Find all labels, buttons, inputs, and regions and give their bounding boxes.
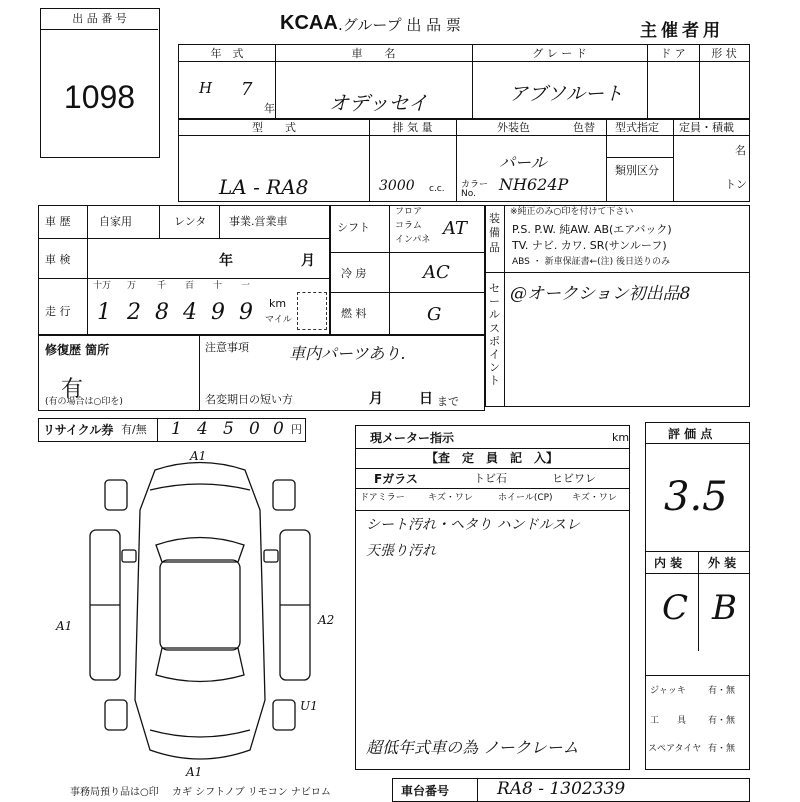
capacity-unit-persons: 名 xyxy=(735,144,746,157)
equipment-label: 装備品 xyxy=(489,212,500,254)
fuel-label: 燃 料 xyxy=(341,307,367,320)
mileage-digit: 9 xyxy=(211,300,225,325)
year-value: 7 xyxy=(241,79,253,100)
recycle-label: リサイクル券 xyxy=(43,423,114,437)
inspection-note: シート汚れ・ヘタり ハンドルスレ xyxy=(366,517,581,533)
ac-label: 冷 房 xyxy=(341,267,367,280)
mile-label: マイル xyxy=(265,315,292,325)
shift-panel[interactable]: インパネ xyxy=(395,235,431,245)
damage-mark: A2 xyxy=(318,613,335,627)
repair-block xyxy=(38,335,485,411)
digit-header: 万 xyxy=(127,281,137,291)
lot-label: 出 品 番 号 xyxy=(72,12,127,25)
meter-unit: km xyxy=(612,431,630,444)
damage-mark: U1 xyxy=(300,699,318,713)
organizer-label: 主催者用 xyxy=(640,21,724,41)
fglass-value2[interactable]: ヒビワレ xyxy=(552,472,596,485)
digit-header: 十万 xyxy=(93,281,112,291)
day-label: 日 xyxy=(419,391,433,407)
divider xyxy=(606,157,673,158)
divider xyxy=(179,61,749,62)
divider xyxy=(606,119,607,201)
shift-label: シフト xyxy=(337,221,370,234)
door-label: ド ア xyxy=(660,47,686,60)
name-value: オデッセイ xyxy=(329,91,428,115)
meter-label: 現メーター指示 xyxy=(370,431,455,445)
equip-spare-name: スペアタイヤ xyxy=(648,744,702,754)
history-option-private[interactable]: 自家用 xyxy=(99,215,132,228)
history-label: 車 歴 xyxy=(45,215,71,228)
inspection-year: 年 xyxy=(219,253,233,269)
divider xyxy=(199,336,200,410)
color-code-label: カラー No. xyxy=(461,180,489,199)
office-note: 事務局預り品は○印 xyxy=(70,787,159,798)
mirror-value[interactable]: キズ・ワレ xyxy=(428,493,473,503)
recycle-unit: 円 xyxy=(291,423,302,436)
spec-block xyxy=(330,205,485,335)
divider xyxy=(159,206,160,238)
inspection-block xyxy=(355,425,630,770)
color-change-label: 色替 xyxy=(573,121,595,134)
color-code-value: NH624P xyxy=(499,175,569,194)
digit-header: 百 xyxy=(185,281,195,291)
bottom-note: 超低年式車の為 ノークレーム xyxy=(366,738,579,757)
digit-header: 十 xyxy=(213,281,223,291)
mileage-digit: 8 xyxy=(155,300,169,325)
divider xyxy=(39,278,329,279)
vehicle-row1 xyxy=(178,44,750,120)
brand-logo: KCAA xyxy=(280,12,338,34)
exterior-label: 外装色 xyxy=(497,121,530,134)
mileage-digit: 2 xyxy=(127,300,141,325)
divider xyxy=(504,206,505,406)
recycle-digit: 1 xyxy=(171,419,182,439)
score-block xyxy=(645,422,750,770)
divider xyxy=(39,238,329,239)
lot-number: 1098 xyxy=(63,79,136,115)
repair-note: (有の場合は○印を) xyxy=(45,397,123,407)
chassis-label: 車台番号 xyxy=(401,784,450,798)
equipment-line2: TV. ナビ. カワ. SR(サンルーフ) xyxy=(512,239,667,252)
damage-mark: A1 xyxy=(190,449,207,463)
inspection-note: 天張り汚れ xyxy=(366,543,436,559)
shape-label: 形 状 xyxy=(711,47,737,60)
mileage-digit: 4 xyxy=(183,300,197,325)
fglass-label: Fガラス xyxy=(374,472,418,486)
equipment-note: ※純正のみ○印を付けて下さい xyxy=(510,207,634,217)
shift-value: AT xyxy=(443,218,468,239)
divider xyxy=(331,252,484,253)
exterior-value: B xyxy=(712,588,737,628)
office-items: カギ シフトノブ リモコン ナビロム xyxy=(172,787,331,798)
equipment-line3: ABS ・ 新車保証書←(注) 後日送りのみ xyxy=(512,257,671,267)
equipment-line1: P.S. P.W. 純AW. AB(エアバック) xyxy=(512,223,672,236)
year-era: H xyxy=(199,79,213,97)
recycle-digit: 4 xyxy=(197,419,208,439)
interior-label: 内 装 xyxy=(654,556,683,570)
shift-column[interactable]: コラム xyxy=(395,221,422,231)
form-title: .グループ 出 品 票 xyxy=(338,16,461,34)
inspection-label: 車 検 xyxy=(45,253,71,266)
divider xyxy=(356,448,629,449)
divider xyxy=(456,119,457,201)
model-value: LA - RA8 xyxy=(219,175,309,199)
year-label: 年 式 xyxy=(210,47,244,60)
divider xyxy=(356,468,629,469)
km-label: km xyxy=(269,297,287,310)
displacement-unit: c.c. xyxy=(429,184,445,194)
displacement-value: 3000 xyxy=(379,178,415,194)
history-block xyxy=(38,205,330,335)
mileage-digit: 1 xyxy=(97,300,111,325)
category-label: 類別区分 xyxy=(615,164,659,177)
capacity-label: 定員・積載 xyxy=(679,121,734,134)
unit-box xyxy=(297,292,327,330)
mirror-label: ドアミラー xyxy=(360,493,405,503)
exterior-label: 外 装 xyxy=(708,556,737,570)
digit-header: 千 xyxy=(157,281,167,291)
recycle-digit: 0 xyxy=(249,419,260,439)
until-label: まで xyxy=(437,395,459,408)
inspection-month: 月 xyxy=(301,253,315,269)
equip-jack-name: ジャッキ xyxy=(650,686,686,696)
grade-label: グ レ ー ド xyxy=(532,47,587,60)
damage-mark: A1 xyxy=(56,619,73,633)
equip-tools-value[interactable]: 有・無 xyxy=(708,716,736,726)
divider xyxy=(698,551,699,651)
interior-value: C xyxy=(662,588,689,628)
divider xyxy=(356,510,629,511)
recycle-digit: 5 xyxy=(223,419,234,439)
chassis-value: RA8 - 1302339 xyxy=(497,779,626,799)
caution-value: 車内パーツあり. xyxy=(289,344,406,363)
shift-floor[interactable]: フロア xyxy=(395,207,423,217)
repair-label: 修復歴 箇所 xyxy=(45,343,110,357)
color-value: パール xyxy=(499,153,547,172)
fglass-value[interactable]: トビ石 xyxy=(474,472,507,485)
repair-value: 有 xyxy=(61,377,84,402)
divider xyxy=(646,675,749,676)
wheel-value[interactable]: キズ・ワレ xyxy=(572,493,617,503)
grade-value: アブソルート xyxy=(509,83,624,105)
divider xyxy=(331,292,484,293)
year-suffix: 年 xyxy=(264,102,275,115)
divider xyxy=(87,206,88,334)
recycle-block xyxy=(38,418,306,442)
lot-box xyxy=(40,8,160,158)
history-option-rental[interactable]: レンタ xyxy=(174,215,207,228)
divider xyxy=(646,443,749,444)
score-label: 評 価 点 xyxy=(668,427,713,441)
equipment-block xyxy=(485,205,750,407)
type-spec-label: 型式指定 xyxy=(615,121,659,134)
month-label: 月 xyxy=(369,391,383,407)
chassis-block xyxy=(392,778,750,802)
digit-header: 一 xyxy=(241,281,251,291)
inspector-label: 【査 定 員 記 入】 xyxy=(426,451,559,465)
ac-value: AC xyxy=(423,262,450,283)
sales-label: セールスポイント xyxy=(489,282,500,388)
history-option-business[interactable]: 事業.営業車 xyxy=(229,215,288,228)
equip-jack-value[interactable]: 有・無 xyxy=(708,686,736,696)
divider xyxy=(389,206,390,334)
car-diagram xyxy=(60,450,340,780)
fuel-value: G xyxy=(427,304,442,325)
recycle-digit: 0 xyxy=(273,419,284,439)
divider xyxy=(179,135,673,136)
divider xyxy=(673,119,674,201)
divider xyxy=(157,419,158,441)
name-change-label: 名変期日の短い方 xyxy=(205,393,293,406)
displacement-label: 排 気 量 xyxy=(392,121,433,134)
divider xyxy=(477,779,478,801)
damage-mark: A1 xyxy=(186,765,203,779)
divider xyxy=(673,135,749,136)
capacity-unit-tons: トン xyxy=(725,178,747,191)
mileage-cells xyxy=(91,280,267,334)
divider xyxy=(219,206,220,238)
name-label: 車 名 xyxy=(351,47,396,60)
model-label: 型 式 xyxy=(252,121,296,134)
divider xyxy=(41,29,158,30)
divider xyxy=(486,272,749,273)
wheel-label: ホイール(CP) xyxy=(498,493,553,503)
sales-value: @オークション初出品8 xyxy=(510,284,691,304)
divider xyxy=(356,488,629,489)
recycle-options[interactable]: 有/無 xyxy=(121,423,147,436)
caution-label: 注意事項 xyxy=(205,341,249,354)
mileage-digit: 9 xyxy=(239,300,253,325)
mileage-label: 走 行 xyxy=(45,305,71,318)
equip-tools-name: 工 具 xyxy=(650,716,687,726)
equip-spare-value[interactable]: 有・無 xyxy=(708,744,736,754)
vehicle-row2 xyxy=(178,118,750,202)
score-value: 3.5 xyxy=(664,474,728,520)
